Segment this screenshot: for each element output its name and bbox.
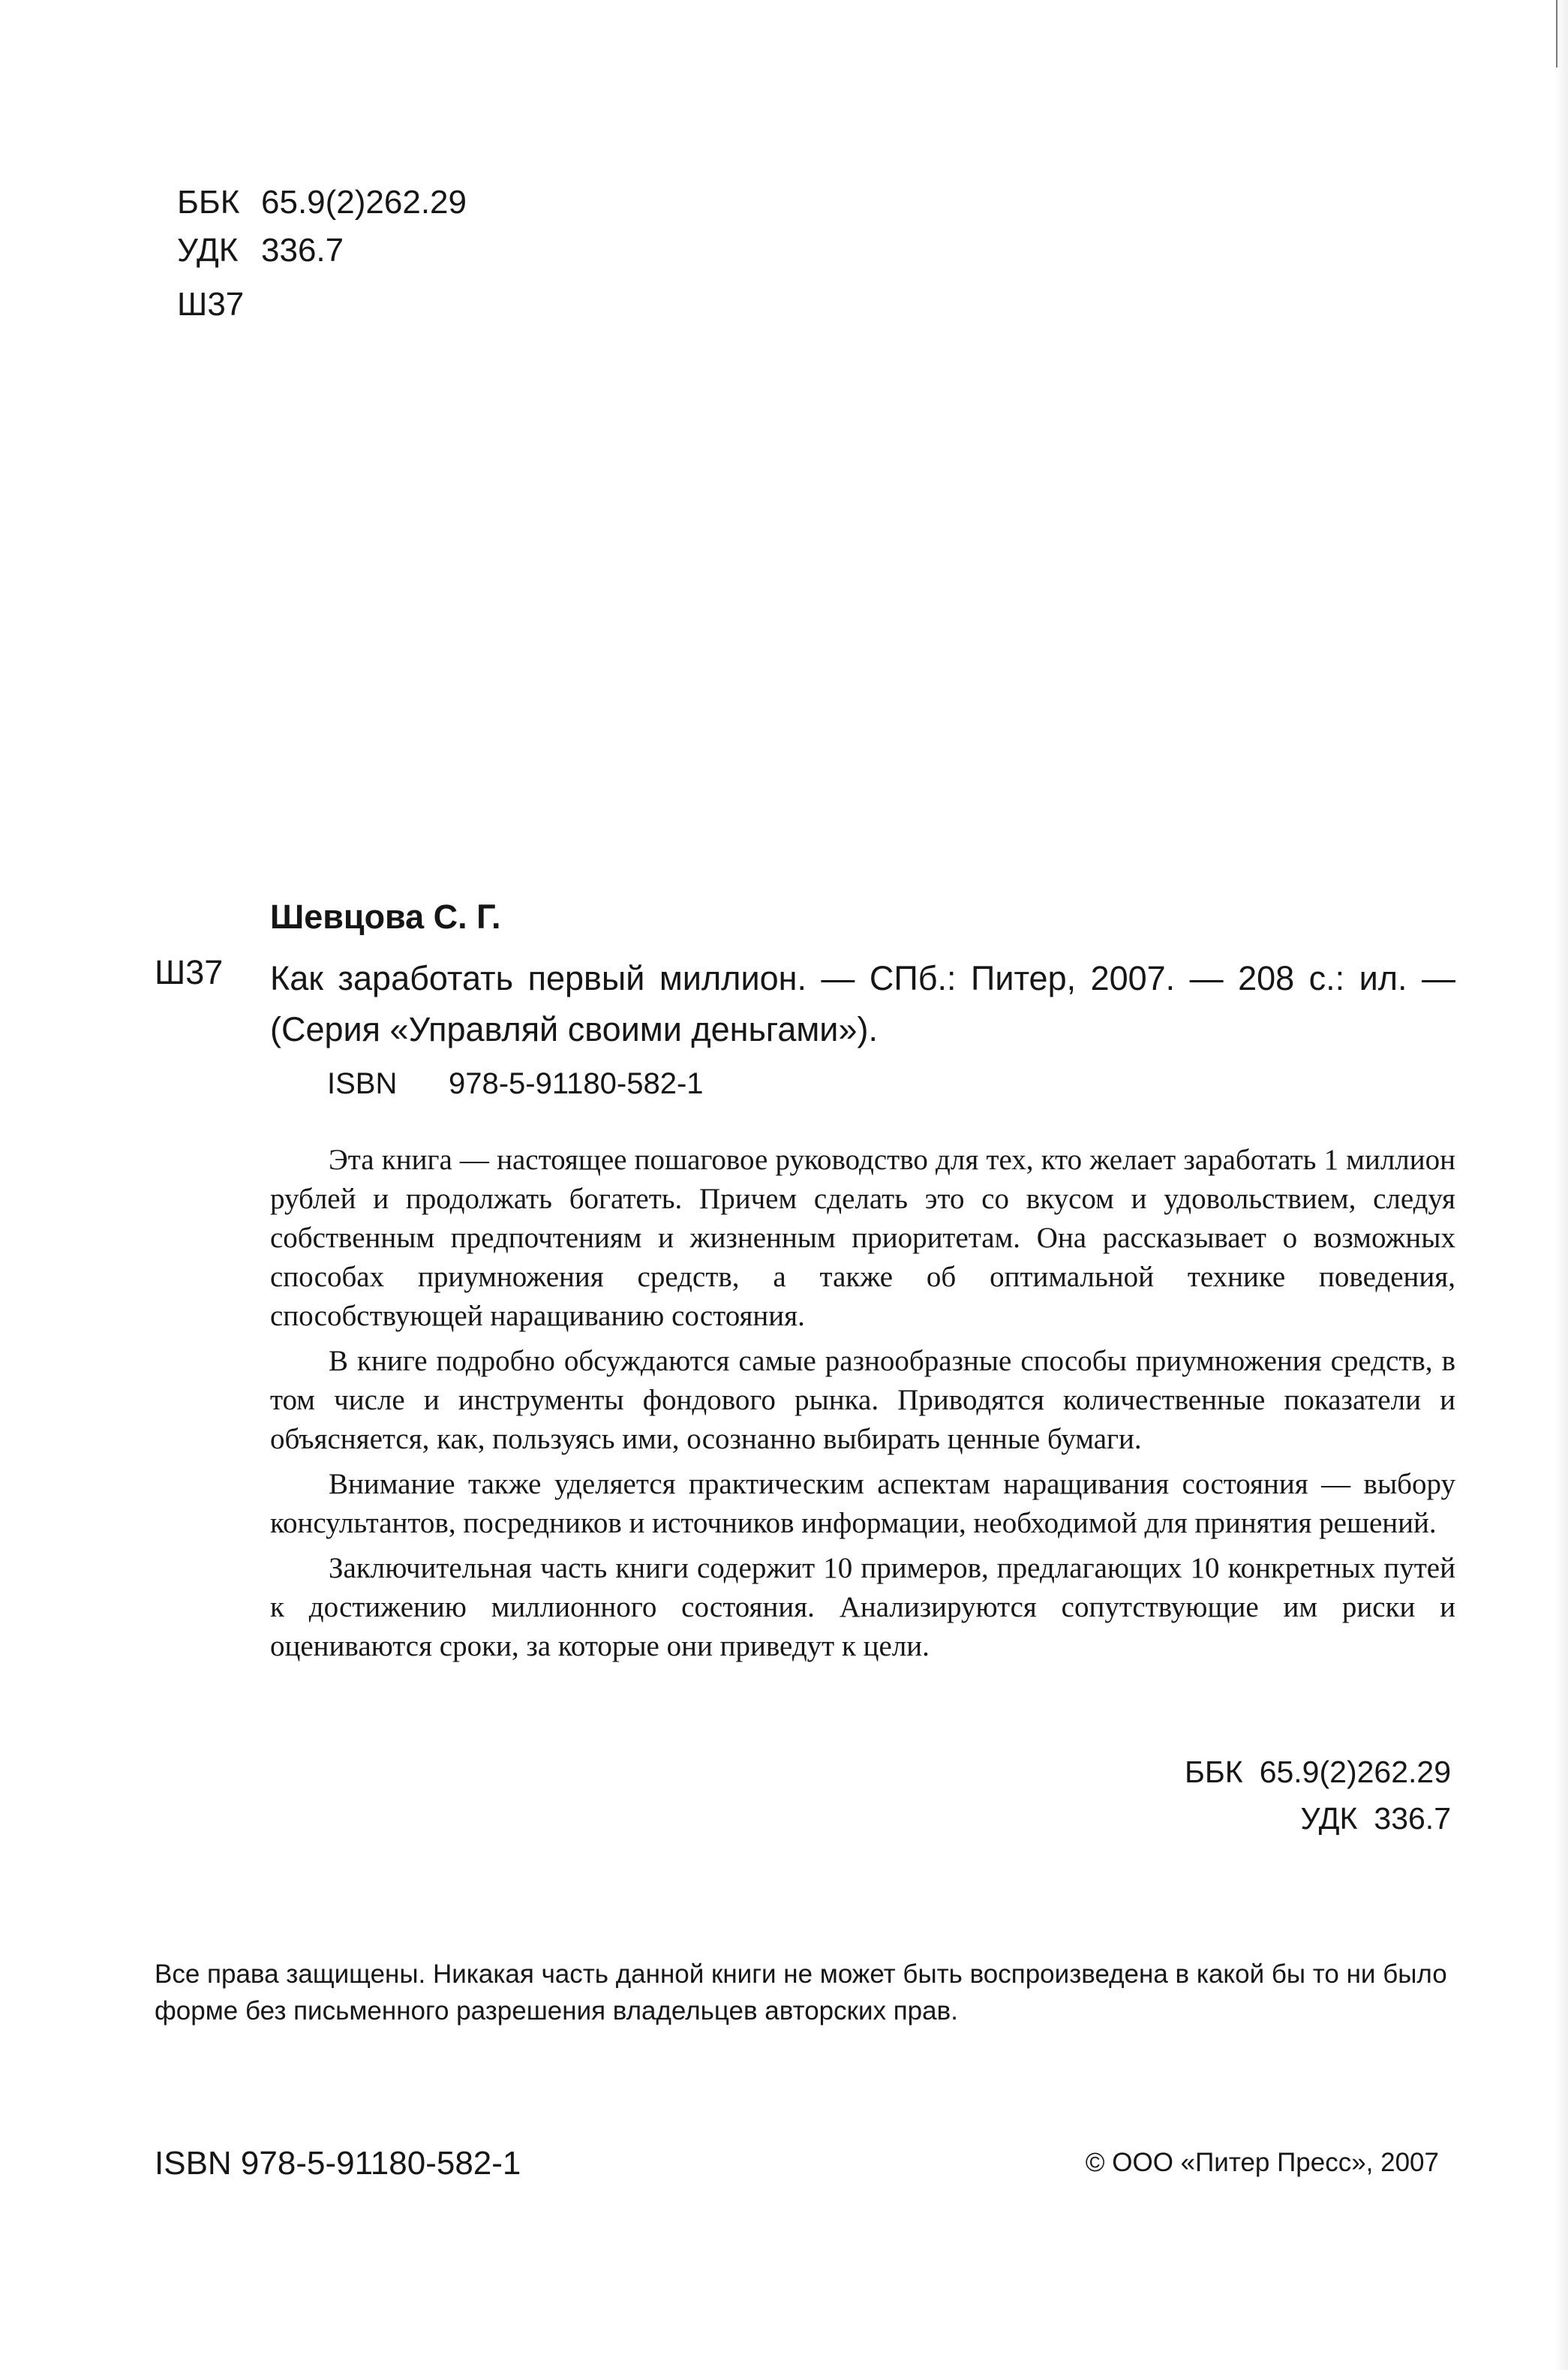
udk-value: 336.7 [261, 232, 344, 269]
udk-label-bottom: УДК [1300, 1801, 1358, 1836]
bbk-row [177, 179, 467, 227]
bbk-label-bottom: ББК [1184, 1755, 1243, 1789]
classification-block-bottom [1185, 1749, 1451, 1842]
title-description: Как заработать первый миллион. — СПб.: Питер, 2007. — 208 с.: ил. — (Серия «Управляй своими деньгами»). [270, 959, 1455, 1048]
classification-block-top [177, 179, 467, 329]
author-code: Ш37 [177, 286, 245, 323]
abstract-paragraph: Эта книга — настоящее пошаговое руководство для тех, кто желает заработать 1 миллион рублей и продолжать богатеть. Причем сделать это со вкусом и удовольствием, следуя собственным предпочтениям и жизненным приоритетам. Она рассказывает о возможных способах приумножения средств, а также об оптимальной технике поведения, способствующей наращиванию состояния. [270, 1144, 1455, 1332]
udk-label: УДК [177, 232, 239, 269]
footer-copyright: © ООО «Питер Пресс», 2007 [1085, 2148, 1439, 2177]
abstract [270, 1141, 1455, 1666]
udk-row-bottom [1185, 1795, 1451, 1842]
bbk-row-bottom [1185, 1749, 1451, 1795]
abstract-paragraph: Внимание также уделяется практическим аспектам наращивания состояния — выбору консультантов, посредников и источников информации, необходимой для принятия решений. [270, 1468, 1455, 1539]
udk-row [177, 227, 467, 275]
bleed-through-shadow [390, 330, 404, 390]
entry-author-code: Ш37 [155, 953, 224, 991]
isbn-value: 978-5-91180-582-1 [449, 1067, 704, 1100]
page-edge [1554, 0, 1568, 2370]
isbn-label: ISBN [327, 1067, 398, 1100]
udk-value-bottom: 336.7 [1374, 1801, 1451, 1836]
abstract-paragraph: Заключительная часть книги содержит 10 примеров, предлагающих 10 конкретных путей к достижению миллионного состояния. Анализируются сопутствующие им риски и оцениваются сроки, за которые они приведут к цели. [270, 1552, 1455, 1662]
bbk-label: ББК [177, 184, 240, 221]
abstract-paragraph: В книге подробно обсуждаются самые разнообразные способы приумножения средств, в том числе и инструменты фондового рынка. Приводятся количественные показатели и объясняется, как, пользуясь ими, осознанно выбирать ценные бумаги. [270, 1345, 1455, 1455]
author-code-row [177, 281, 467, 329]
bbk-value-bottom: 65.9(2)262.29 [1259, 1755, 1451, 1789]
rights-notice: Все права защищены. Никакая часть данной книги не может быть воспроизведена в какой бы то ни было форме без письменного разрешения владельцев авторских прав. [155, 1959, 1447, 2026]
bbk-value: 65.9(2)262.29 [261, 184, 467, 221]
footer-isbn: ISBN 978-5-91180-582-1 [155, 2145, 521, 2182]
author-name: Шевцова С. Г. [270, 898, 501, 936]
isbn-line [327, 1067, 704, 1101]
